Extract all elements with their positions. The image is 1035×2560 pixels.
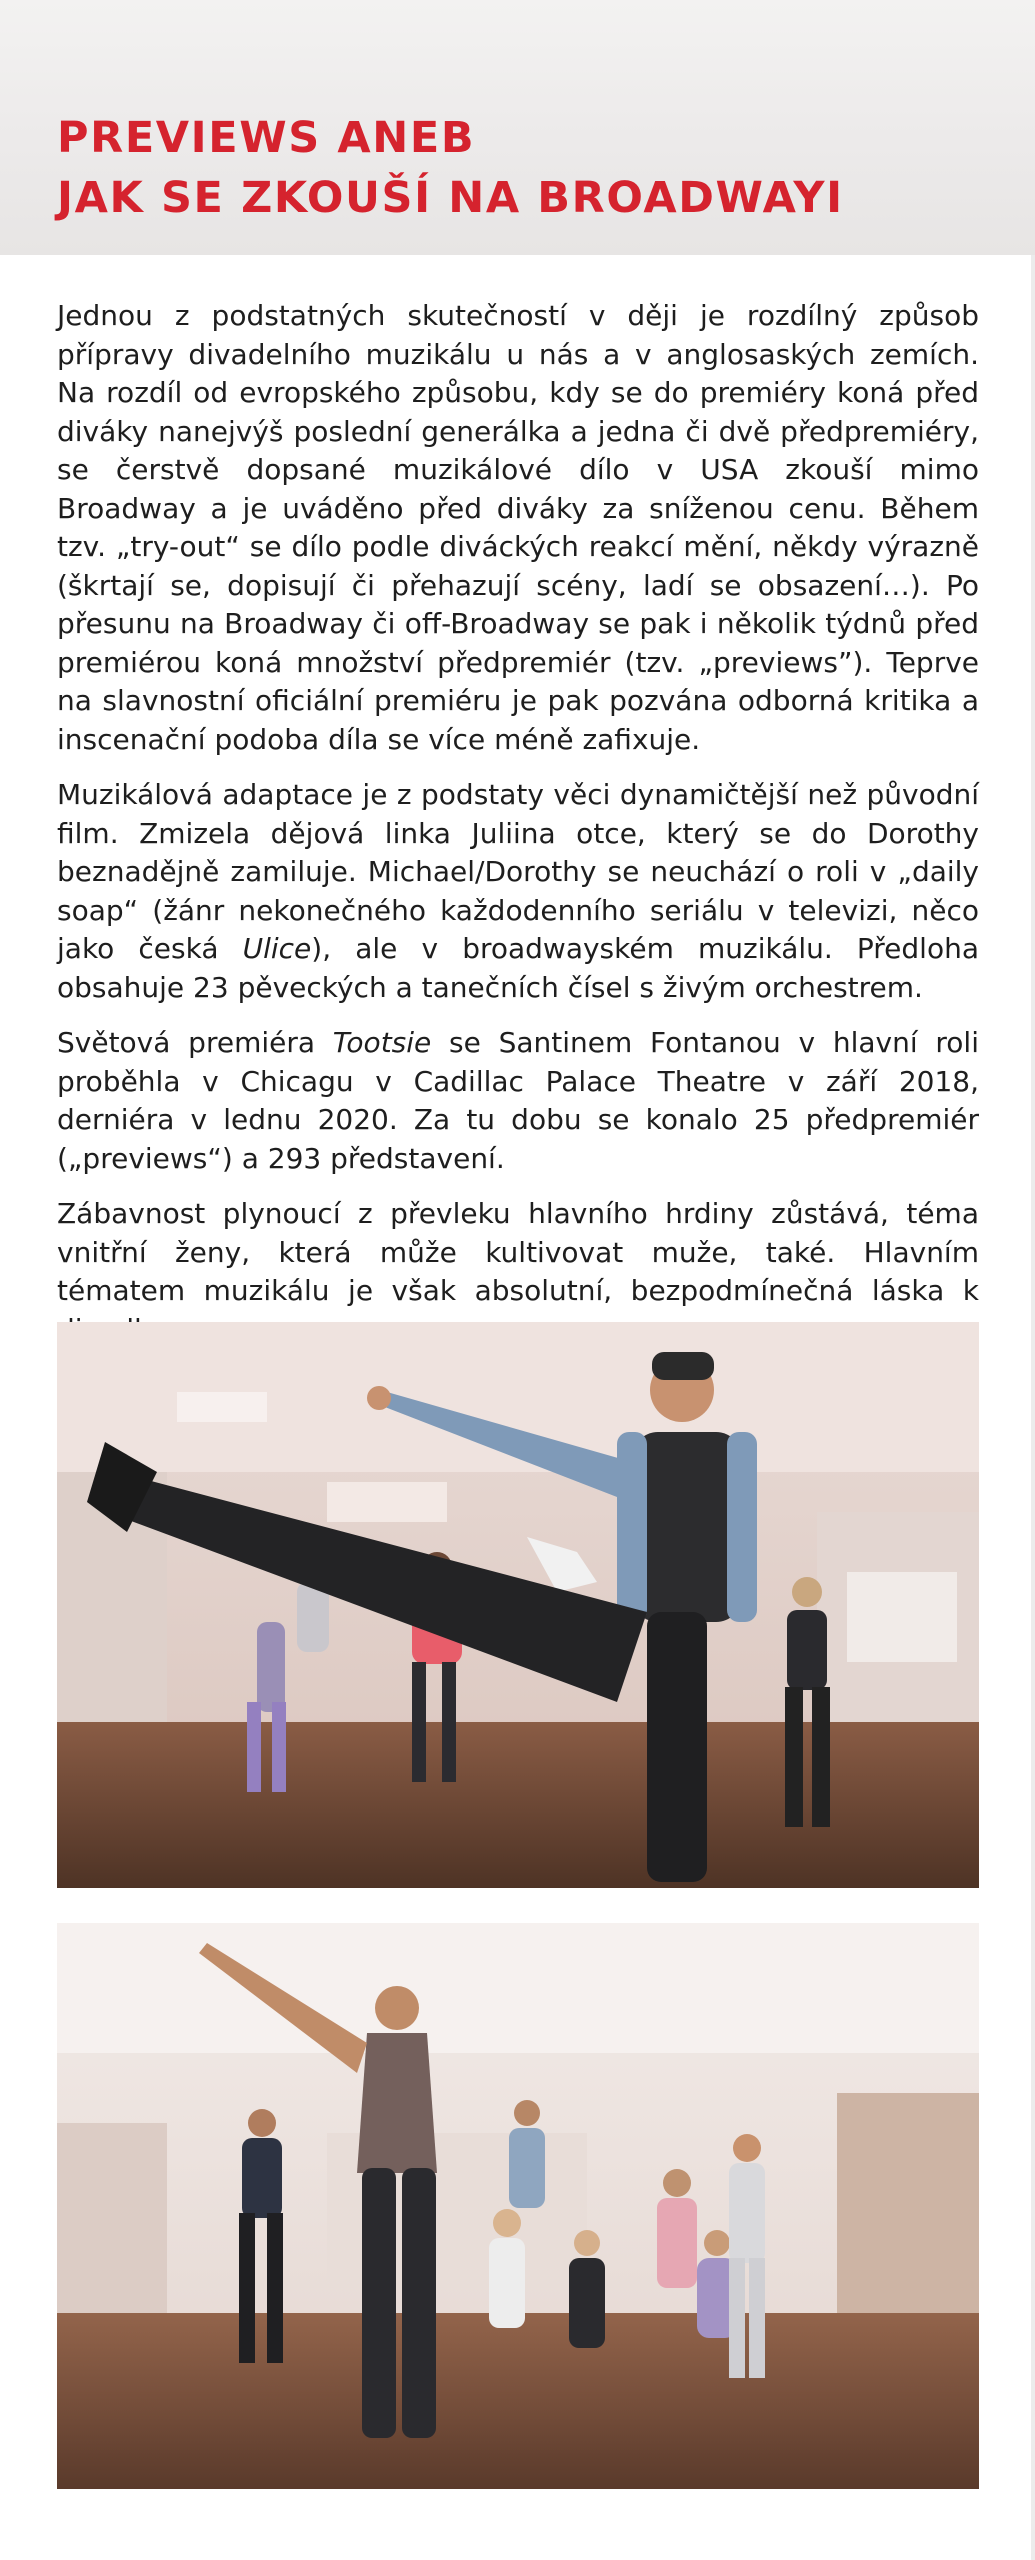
paragraph-3 [57,1024,979,1178]
rehearsal-photo-high-kick [57,1322,979,1888]
paragraph-3-text-b: se Santinem Fontanou v hlavní roli proběhla v Chicagu v Cadillac Palace Theatre v září 2018, derniéra v lednu 2020. Za tu dobu se konalo 25 předpremiér („previews“) a 293 představení. [57,1026,979,1175]
article-title [57,108,844,228]
rehearsal-photo-1-image [57,1322,979,1888]
title-line-2: JAK SE ZKOUŠÍ NA BROADWAYI [57,173,844,223]
paragraph-3-title-tootsie: Tootsie [332,1026,432,1059]
title-line-1: PREVIEWS ANEB [57,113,476,163]
paragraph-2-text-a: Muzikálová adaptace je z podstaty věci dynamičtější než původní film. Zmizela dějová linka Juliina otce, který se do Dorothy beznadějně zamiluje. Michael/Dorothy se neuchází o roli v „daily soap“ (žánr nekonečného každodenního seriálu v televizi, něco jako česká [57,778,979,965]
paragraph-2 [57,776,979,1007]
paragraph-4: Zábavnost plynoucí z převleku hlavního hrdiny zůstává, téma vnitřní ženy, která může kultivovat muže, také. Hlavním tématem muzikálu je však absolutní, bezpodmínečná láska k [57,1197,979,1307]
rehearsal-photo-2-image [57,1923,979,2489]
page-edge-shadow [1031,255,1035,2560]
paragraph-2-title-ulice: Ulice [242,932,312,965]
paragraph-2-text-b: ), ale v broadwayském muzikálu. Předloha obsahuje 23 pěveckých a tanečních čísel s živým orchestrem. [57,932,979,1004]
article-body [57,297,979,1366]
paragraph-3-text-a: Světová premiéra [57,1026,333,1059]
rehearsal-photo-group-pointing [57,1923,979,2489]
header-banner [0,0,1035,255]
paragraph-1: Jednou z podstatných skutečností v ději je rozdílný způsob přípravy divadelního muzikálu u nás a v anglosaských zemích. Na rozdíl od evropského způsobu, kdy se do premiéry koná před diváky nanejvýš poslední generálka a jedna či dvě předpremiéry, se čerstvě dopsané muzikálové dílo v USA zkouší mimo Broadway a je uváděno před diváky za sníženou cenu. Během tzv. „try-out“ se dílo podle diváckých reakcí mění, někdy výrazně (škrtají se, dopisují či přehazují scény, ladí se obsazení…). Po přesunu na Broadway či off-Broadway se pak i několik týdnů před premiérou koná množství předpremiér (tzv. „previews”). Teprve na slavnostní oficiální premiéru je pak pozvána odborná kritika a inscenační podoba díla se více méně zafixuje. [57,299,979,756]
